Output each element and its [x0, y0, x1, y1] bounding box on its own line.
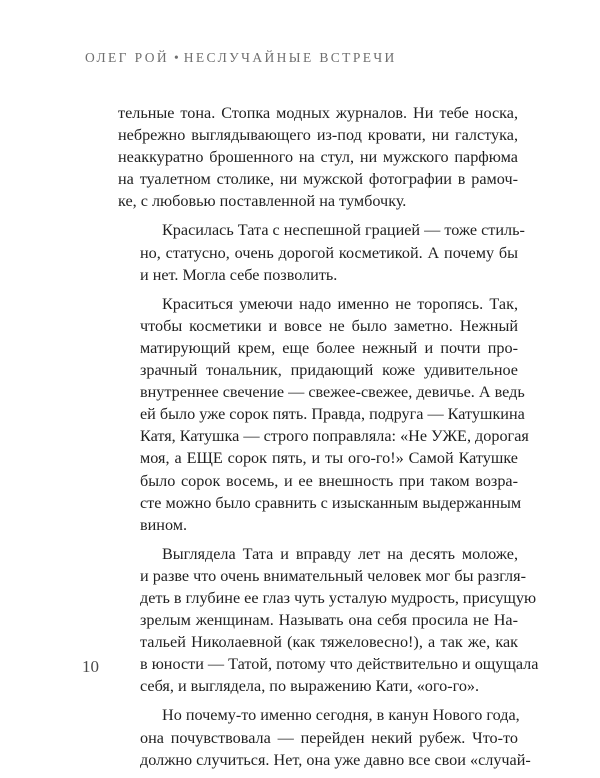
text-line: и разве что очень внимательный человек мог бы разгля-	[140, 566, 526, 585]
text-line: и нет. Могла себе позволить.	[140, 265, 338, 284]
text-line: было сорок восемь, и ее внешность при таком возра-	[140, 471, 518, 490]
text-line: в юности — Татой, потому что действительно и ощущала	[140, 655, 539, 674]
paragraph	[118, 219, 525, 285]
paragraph	[118, 543, 539, 698]
text-line: должно случиться. Нет, она уже давно все свои «случай-	[140, 750, 531, 769]
paragraph	[118, 293, 529, 536]
text-line: зрачный тональник, придающий коже удивительное	[140, 361, 518, 380]
text-line: тальей Николаевной (как тяжеловесно!), а так же, как	[140, 633, 518, 652]
running-head	[85, 50, 397, 66]
text-line: Выглядела Тата и вправду лет на десять моложе,	[162, 544, 518, 563]
text-line: матирующий крем, еще более нежный и почти про-	[140, 338, 518, 357]
text-line: неаккуратно брошенного на стул, ни мужского парфюма	[118, 148, 518, 167]
text-line: ей было уже сорок пять. Правда, подруга — Катушкина	[140, 405, 525, 424]
text-line: деть в глубине ее глаз чуть усталую мудрость, присущую	[140, 588, 537, 607]
text-line: Но почему-то именно сегодня, в канун Нового года,	[162, 706, 520, 725]
text-line: тельные тона. Стопка модных журналов. Ни тебе носка,	[118, 104, 518, 122]
paragraph	[118, 102, 518, 212]
text-line: ке, с любовью поставленной на тумбочку.	[118, 192, 407, 211]
page-number: 10	[82, 657, 99, 676]
text-line: зрелым женщинам. Называть она себя просила не На-	[140, 611, 518, 630]
paragraph	[118, 704, 531, 770]
running-head-author: ОЛЕГ РОЙ	[85, 50, 170, 65]
text-line: она почувствовала — перейден некий рубеж. Что-то	[140, 728, 518, 747]
text-line: внутреннее свечение — свежее-свежее, девичье. А ведь	[140, 383, 525, 402]
running-head-separator: •	[174, 50, 179, 65]
text-line: но, статусно, очень дорогой косметикой. А почему бы	[140, 243, 518, 262]
running-head-title: НЕСЛУЧАЙНЫЕ ВСТРЕЧИ	[183, 50, 397, 65]
text-line: на туалетном столике, ни мужской фотографии в рамоч-	[118, 170, 518, 189]
text-line: вином.	[140, 515, 188, 534]
text-line: небрежно выглядывающего из-под кровати, ни галстука,	[118, 126, 518, 145]
text-line: Катя, Катушка — строго поправляла: «Не УЖЕ, дорогая	[140, 427, 529, 446]
text-line: Красилась Тата с неспешной грацией — тоже стиль-	[162, 221, 525, 240]
text-line: себя, и выглядела, по выражению Кати, «ого-го».	[140, 677, 480, 696]
text-line: моя, а ЕЩЕ сорок пять, и ты ого-го!» Самой Катушке	[140, 449, 518, 468]
text-line: чтобы косметики и вовсе не было заметно. Нежный	[140, 316, 518, 335]
body-text	[118, 102, 539, 778]
text-line: сте можно было сравнить с изысканным выдержанным	[140, 493, 522, 512]
text-line: Краситься умеючи надо именно не торопясь. Так,	[162, 294, 518, 313]
